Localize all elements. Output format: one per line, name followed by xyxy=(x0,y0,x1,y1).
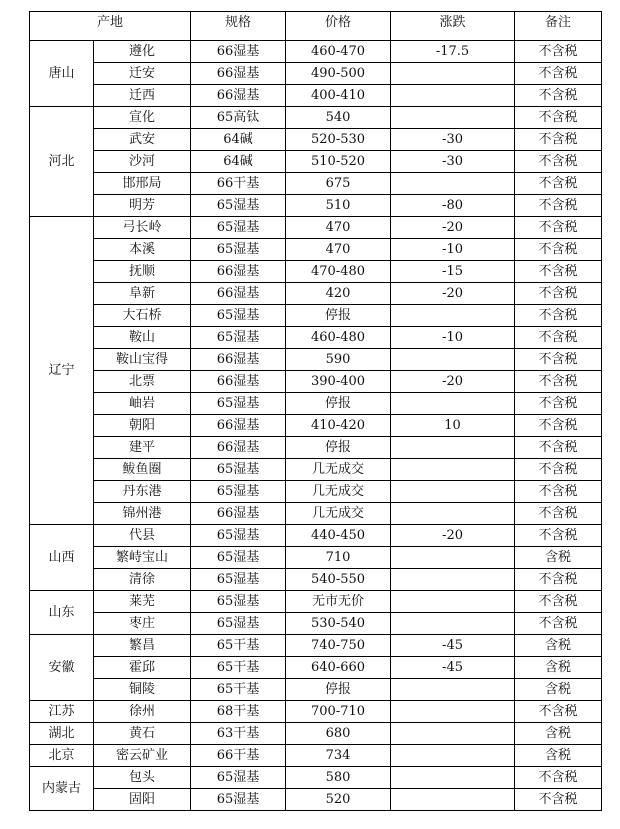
spec-cell: 65湿基 xyxy=(191,569,286,591)
table-row xyxy=(30,151,602,173)
change-cell xyxy=(391,789,515,811)
note-cell: 不含税 xyxy=(515,129,602,151)
change-cell xyxy=(391,85,515,107)
header-origin: 产地 xyxy=(30,12,191,41)
change-cell xyxy=(391,701,515,723)
locality-cell: 锦州港 xyxy=(94,503,191,525)
locality-cell: 弓长岭 xyxy=(94,217,191,239)
locality-cell: 霍邱 xyxy=(94,657,191,679)
price-cell: 540-550 xyxy=(286,569,391,591)
table-row xyxy=(30,613,602,635)
note-cell: 不含税 xyxy=(515,195,602,217)
table-row xyxy=(30,393,602,415)
table-row xyxy=(30,239,602,261)
note-cell: 不含税 xyxy=(515,767,602,789)
table-row xyxy=(30,41,602,63)
locality-cell: 鞍山 xyxy=(94,327,191,349)
note-cell: 不含税 xyxy=(515,393,602,415)
header-row xyxy=(30,12,602,41)
header-note: 备注 xyxy=(515,12,602,41)
price-cell: 440-450 xyxy=(286,525,391,547)
change-cell: -10 xyxy=(391,239,515,261)
note-cell: 不含税 xyxy=(515,151,602,173)
change-cell: -10 xyxy=(391,327,515,349)
header-spec: 规格 xyxy=(191,12,286,41)
change-cell: -20 xyxy=(391,283,515,305)
note-cell: 不含税 xyxy=(515,701,602,723)
spec-cell: 65湿基 xyxy=(191,327,286,349)
spec-cell: 65湿基 xyxy=(191,767,286,789)
change-cell xyxy=(391,503,515,525)
locality-cell: 鞍山宝得 xyxy=(94,349,191,371)
change-cell: -30 xyxy=(391,151,515,173)
change-cell xyxy=(391,63,515,85)
spec-cell: 66湿基 xyxy=(191,41,286,63)
change-cell xyxy=(391,679,515,701)
region-cell: 内蒙古 xyxy=(30,767,94,811)
spec-cell: 66湿基 xyxy=(191,63,286,85)
locality-cell: 迁安 xyxy=(94,63,191,85)
price-cell: 420 xyxy=(286,283,391,305)
region-cell: 唐山 xyxy=(30,41,94,107)
table-row xyxy=(30,569,602,591)
change-cell xyxy=(391,459,515,481)
table-row xyxy=(30,635,602,657)
note-cell: 含税 xyxy=(515,635,602,657)
note-cell: 不含税 xyxy=(515,63,602,85)
locality-cell: 清徐 xyxy=(94,569,191,591)
price-cell: 520-530 xyxy=(286,129,391,151)
locality-cell: 黄石 xyxy=(94,723,191,745)
change-cell xyxy=(391,591,515,613)
spec-cell: 66湿基 xyxy=(191,437,286,459)
region-cell: 江苏 xyxy=(30,701,94,723)
note-cell: 不含税 xyxy=(515,173,602,195)
note-cell: 不含税 xyxy=(515,41,602,63)
note-cell: 含税 xyxy=(515,745,602,767)
change-cell: -20 xyxy=(391,525,515,547)
price-cell: 停报 xyxy=(286,437,391,459)
table-row xyxy=(30,547,602,569)
spec-cell: 68干基 xyxy=(191,701,286,723)
header-change: 涨跌 xyxy=(391,12,515,41)
table-row xyxy=(30,217,602,239)
locality-cell: 本溪 xyxy=(94,239,191,261)
spec-cell: 66干基 xyxy=(191,745,286,767)
note-cell: 不含税 xyxy=(515,371,602,393)
change-cell: 10 xyxy=(391,415,515,437)
spec-cell: 63干基 xyxy=(191,723,286,745)
spec-cell: 66湿基 xyxy=(191,85,286,107)
locality-cell: 大石桥 xyxy=(94,305,191,327)
change-cell: -30 xyxy=(391,129,515,151)
price-cell: 470 xyxy=(286,239,391,261)
price-cell: 490-500 xyxy=(286,63,391,85)
price-cell: 710 xyxy=(286,547,391,569)
change-cell xyxy=(391,173,515,195)
table-row xyxy=(30,657,602,679)
note-cell: 不含税 xyxy=(515,591,602,613)
table-row xyxy=(30,305,602,327)
table-row xyxy=(30,261,602,283)
note-cell: 不含税 xyxy=(515,261,602,283)
table-row xyxy=(30,767,602,789)
change-cell xyxy=(391,437,515,459)
spec-cell: 66湿基 xyxy=(191,349,286,371)
price-cell: 580 xyxy=(286,767,391,789)
table-row xyxy=(30,525,602,547)
table-row xyxy=(30,173,602,195)
table-row xyxy=(30,129,602,151)
spec-cell: 65湿基 xyxy=(191,305,286,327)
iron-ore-price-table xyxy=(29,11,602,811)
note-cell: 不含税 xyxy=(515,503,602,525)
locality-cell: 鲅鱼圈 xyxy=(94,459,191,481)
locality-cell: 北票 xyxy=(94,371,191,393)
note-cell: 不含税 xyxy=(515,305,602,327)
locality-cell: 繁昌 xyxy=(94,635,191,657)
change-cell xyxy=(391,613,515,635)
note-cell: 不含税 xyxy=(515,525,602,547)
price-cell: 几无成交 xyxy=(286,459,391,481)
locality-cell: 代县 xyxy=(94,525,191,547)
table-row xyxy=(30,195,602,217)
locality-cell: 朝阳 xyxy=(94,415,191,437)
change-cell: -80 xyxy=(391,195,515,217)
spec-cell: 65湿基 xyxy=(191,591,286,613)
note-cell: 不含税 xyxy=(515,327,602,349)
spec-cell: 65高钛 xyxy=(191,107,286,129)
header-price: 价格 xyxy=(286,12,391,41)
table-row xyxy=(30,723,602,745)
price-cell: 无市无价 xyxy=(286,591,391,613)
table-row xyxy=(30,415,602,437)
price-cell: 740-750 xyxy=(286,635,391,657)
table-row xyxy=(30,701,602,723)
change-cell: -20 xyxy=(391,371,515,393)
price-cell: 几无成交 xyxy=(286,481,391,503)
change-cell xyxy=(391,349,515,371)
table-row xyxy=(30,283,602,305)
table-row xyxy=(30,371,602,393)
spec-cell: 65湿基 xyxy=(191,613,286,635)
change-cell xyxy=(391,767,515,789)
locality-cell: 莱芜 xyxy=(94,591,191,613)
table-row xyxy=(30,789,602,811)
spec-cell: 65湿基 xyxy=(191,239,286,261)
price-cell: 400-410 xyxy=(286,85,391,107)
price-cell: 停报 xyxy=(286,393,391,415)
table-row xyxy=(30,745,602,767)
change-cell xyxy=(391,393,515,415)
note-cell: 不含税 xyxy=(515,613,602,635)
price-cell: 540 xyxy=(286,107,391,129)
note-cell: 不含税 xyxy=(515,107,602,129)
locality-cell: 建平 xyxy=(94,437,191,459)
locality-cell: 阜新 xyxy=(94,283,191,305)
locality-cell: 沙河 xyxy=(94,151,191,173)
note-cell: 不含税 xyxy=(515,283,602,305)
spec-cell: 65湿基 xyxy=(191,481,286,503)
table-row xyxy=(30,349,602,371)
price-cell: 640-660 xyxy=(286,657,391,679)
spec-cell: 66湿基 xyxy=(191,503,286,525)
price-cell: 停报 xyxy=(286,305,391,327)
spec-cell: 64碱 xyxy=(191,151,286,173)
price-cell: 734 xyxy=(286,745,391,767)
table-row xyxy=(30,679,602,701)
note-cell: 含税 xyxy=(515,723,602,745)
change-cell xyxy=(391,481,515,503)
price-cell: 700-710 xyxy=(286,701,391,723)
spec-cell: 66干基 xyxy=(191,173,286,195)
price-cell: 590 xyxy=(286,349,391,371)
region-cell: 山西 xyxy=(30,525,94,591)
note-cell: 含税 xyxy=(515,657,602,679)
note-cell: 不含税 xyxy=(515,85,602,107)
spec-cell: 66湿基 xyxy=(191,415,286,437)
note-cell: 不含税 xyxy=(515,217,602,239)
change-cell xyxy=(391,305,515,327)
price-cell: 520 xyxy=(286,789,391,811)
locality-cell: 遵化 xyxy=(94,41,191,63)
locality-cell: 迁西 xyxy=(94,85,191,107)
locality-cell: 邯邢局 xyxy=(94,173,191,195)
change-cell: -17.5 xyxy=(391,41,515,63)
note-cell: 不含税 xyxy=(515,437,602,459)
note-cell: 不含税 xyxy=(515,459,602,481)
change-cell xyxy=(391,107,515,129)
price-cell: 530-540 xyxy=(286,613,391,635)
region-cell: 辽宁 xyxy=(30,217,94,525)
table-row xyxy=(30,63,602,85)
table-row xyxy=(30,437,602,459)
locality-cell: 丹东港 xyxy=(94,481,191,503)
locality-cell: 宣化 xyxy=(94,107,191,129)
spec-cell: 65湿基 xyxy=(191,525,286,547)
note-cell: 不含税 xyxy=(515,349,602,371)
spec-cell: 65干基 xyxy=(191,635,286,657)
price-cell: 680 xyxy=(286,723,391,745)
region-cell: 山东 xyxy=(30,591,94,635)
price-cell: 510-520 xyxy=(286,151,391,173)
table-body xyxy=(30,41,602,811)
locality-cell: 武安 xyxy=(94,129,191,151)
change-cell: -15 xyxy=(391,261,515,283)
change-cell xyxy=(391,547,515,569)
spec-cell: 65湿基 xyxy=(191,393,286,415)
note-cell: 不含税 xyxy=(515,239,602,261)
note-cell: 不含税 xyxy=(515,569,602,591)
spec-cell: 65湿基 xyxy=(191,459,286,481)
note-cell: 不含税 xyxy=(515,481,602,503)
price-cell: 470 xyxy=(286,217,391,239)
price-cell: 675 xyxy=(286,173,391,195)
locality-cell: 枣庄 xyxy=(94,613,191,635)
table-row xyxy=(30,591,602,613)
note-cell: 不含税 xyxy=(515,789,602,811)
spec-cell: 65湿基 xyxy=(191,217,286,239)
region-cell: 安徽 xyxy=(30,635,94,701)
price-cell: 460-480 xyxy=(286,327,391,349)
locality-cell: 明芳 xyxy=(94,195,191,217)
table-row xyxy=(30,107,602,129)
table-row xyxy=(30,85,602,107)
spec-cell: 65湿基 xyxy=(191,195,286,217)
spec-cell: 66湿基 xyxy=(191,371,286,393)
price-cell: 几无成交 xyxy=(286,503,391,525)
change-cell: -20 xyxy=(391,217,515,239)
locality-cell: 包头 xyxy=(94,767,191,789)
region-cell: 湖北 xyxy=(30,723,94,745)
locality-cell: 铜陵 xyxy=(94,679,191,701)
spec-cell: 65干基 xyxy=(191,657,286,679)
note-cell: 含税 xyxy=(515,679,602,701)
region-cell: 河北 xyxy=(30,107,94,217)
locality-cell: 密云矿业 xyxy=(94,745,191,767)
change-cell xyxy=(391,745,515,767)
note-cell: 不含税 xyxy=(515,415,602,437)
table-row xyxy=(30,327,602,349)
spec-cell: 66湿基 xyxy=(191,261,286,283)
change-cell xyxy=(391,723,515,745)
locality-cell: 抚顺 xyxy=(94,261,191,283)
price-cell: 410-420 xyxy=(286,415,391,437)
price-cell: 470-480 xyxy=(286,261,391,283)
price-cell: 停报 xyxy=(286,679,391,701)
spec-cell: 66湿基 xyxy=(191,283,286,305)
locality-cell: 固阳 xyxy=(94,789,191,811)
note-cell: 含税 xyxy=(515,547,602,569)
locality-cell: 岫岩 xyxy=(94,393,191,415)
locality-cell: 繁峙宝山 xyxy=(94,547,191,569)
table-row xyxy=(30,481,602,503)
table-row xyxy=(30,503,602,525)
price-cell: 460-470 xyxy=(286,41,391,63)
spec-cell: 64碱 xyxy=(191,129,286,151)
price-cell: 390-400 xyxy=(286,371,391,393)
table-row xyxy=(30,459,602,481)
spec-cell: 65湿基 xyxy=(191,547,286,569)
price-cell: 510 xyxy=(286,195,391,217)
change-cell: -45 xyxy=(391,635,515,657)
locality-cell: 徐州 xyxy=(94,701,191,723)
region-cell: 北京 xyxy=(30,745,94,767)
change-cell xyxy=(391,569,515,591)
spec-cell: 65干基 xyxy=(191,679,286,701)
spec-cell: 65湿基 xyxy=(191,789,286,811)
change-cell: -45 xyxy=(391,657,515,679)
